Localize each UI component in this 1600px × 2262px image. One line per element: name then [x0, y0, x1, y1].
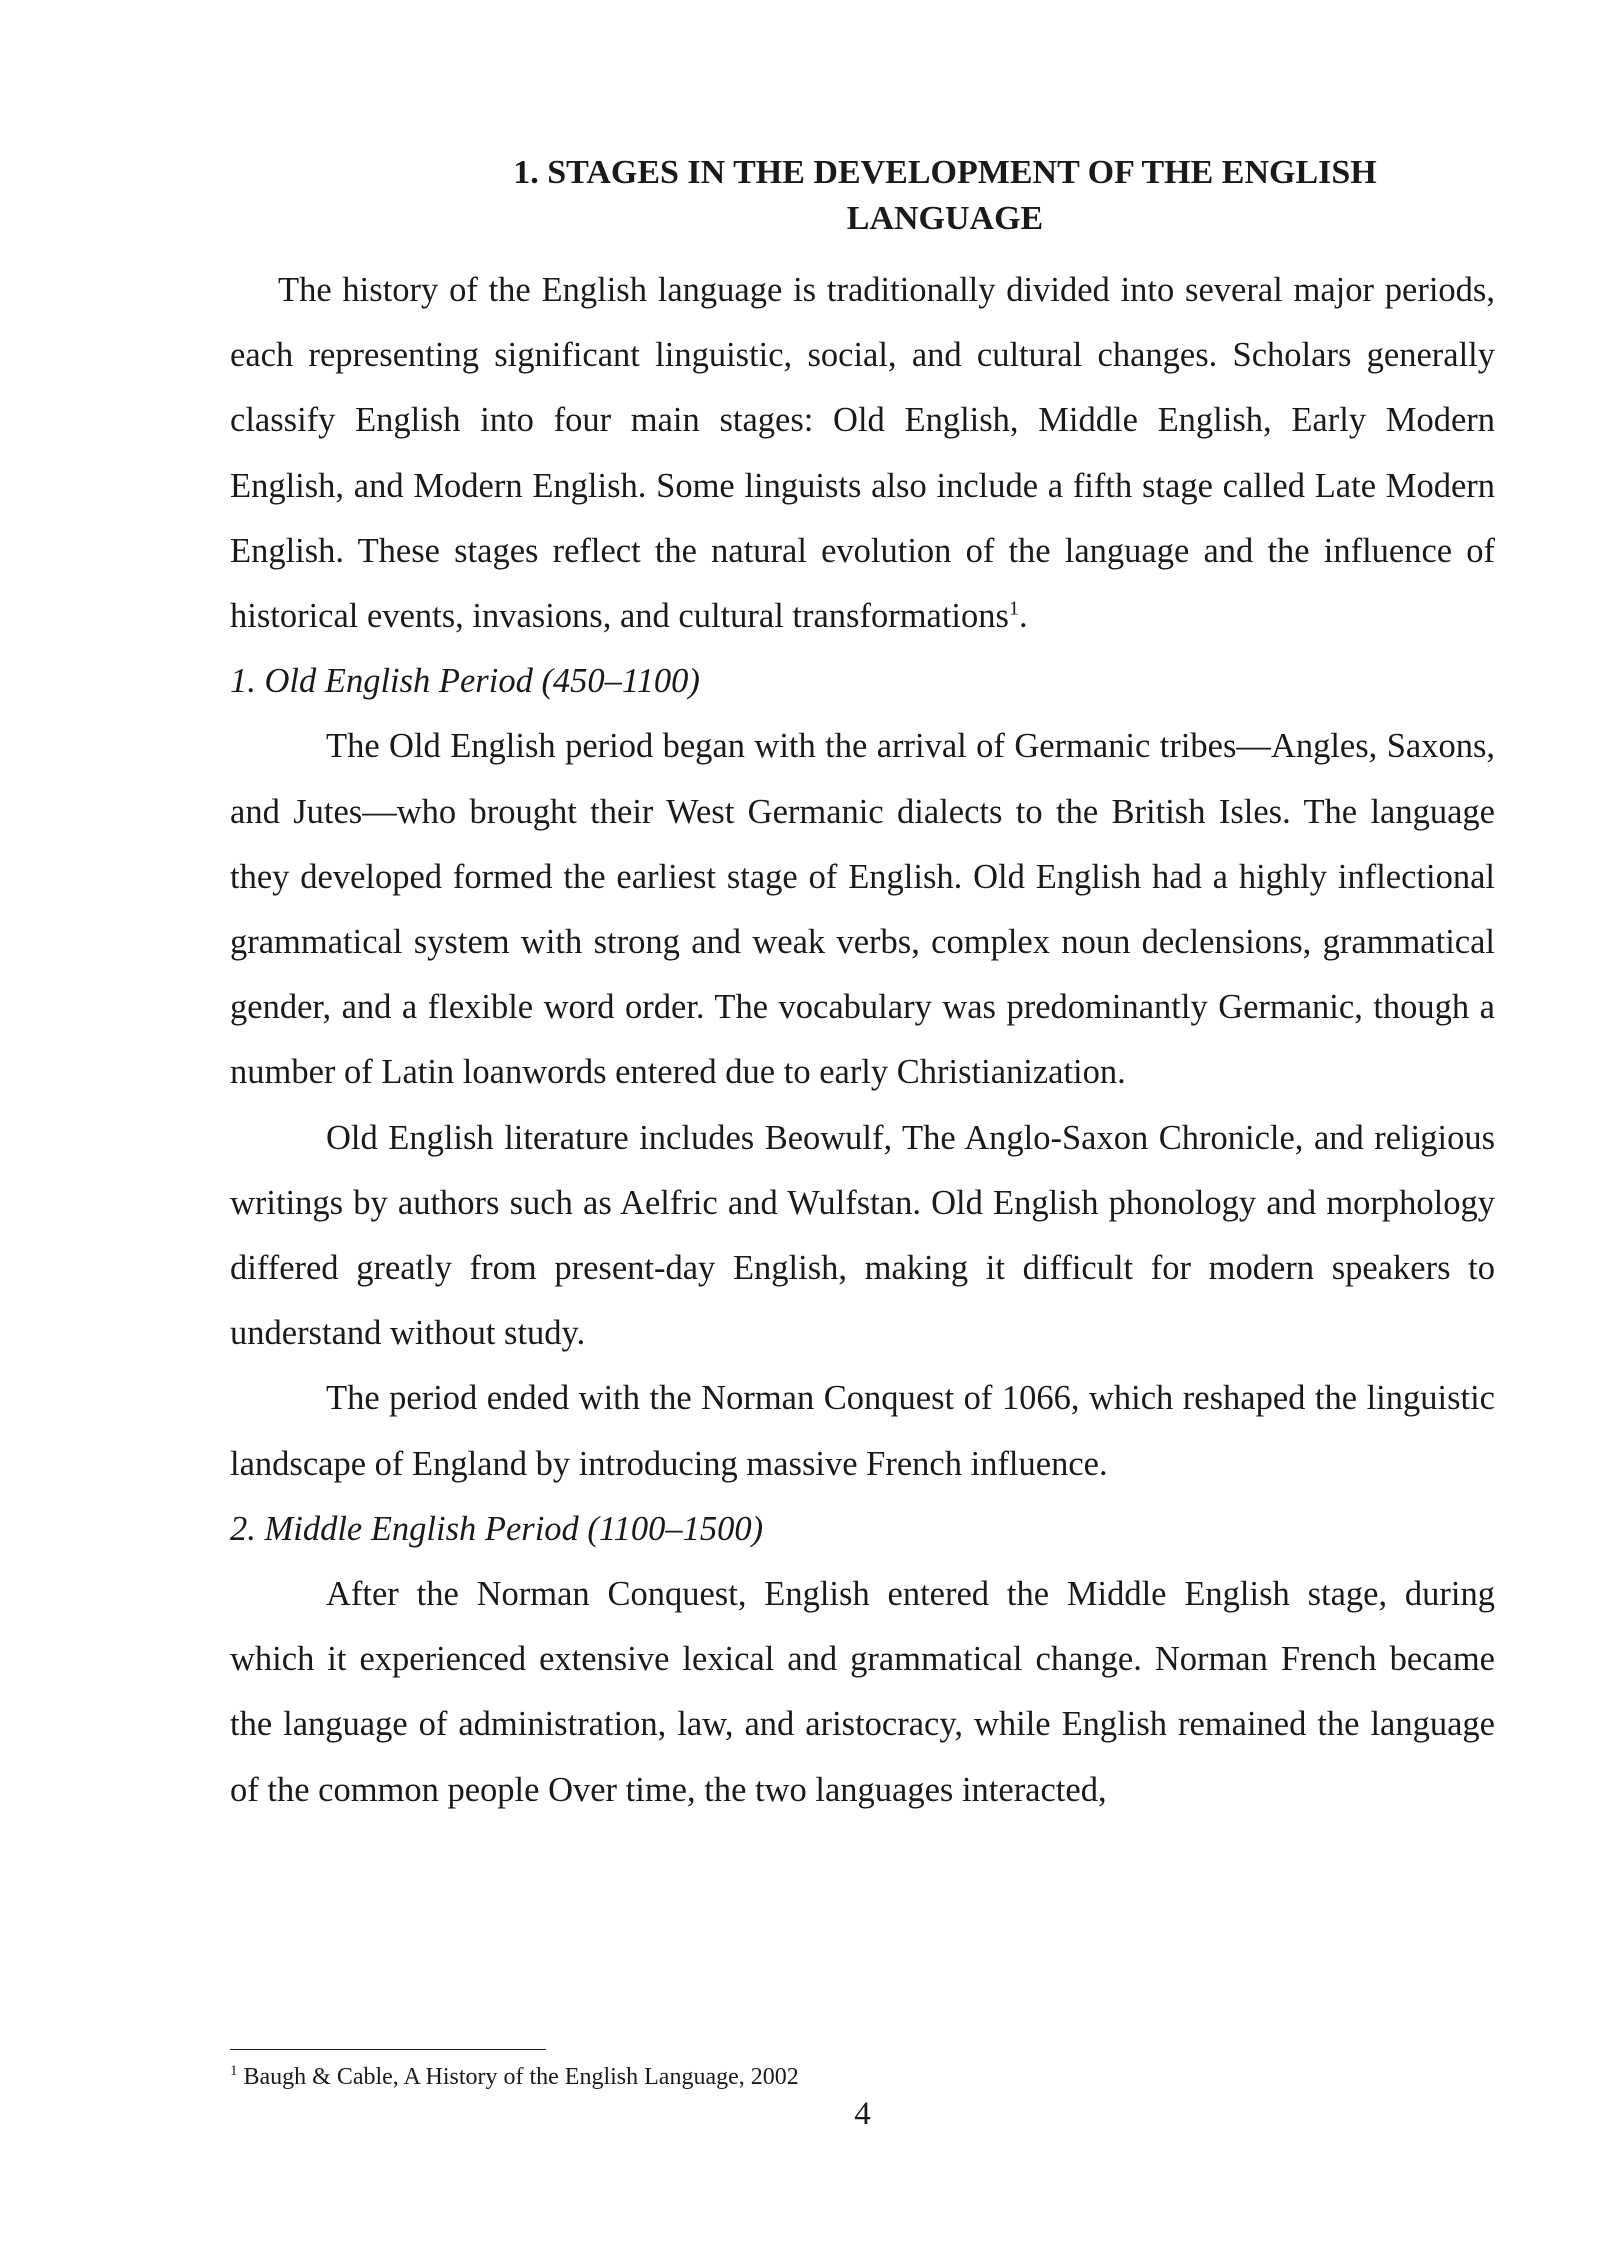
old-english-paragraph-2: Old English literature includes Beowulf, The Anglo-Saxon Chronicle, and religious writings by authors such as Aelfric and Wulfstan. Old English phonology and morphology differed greatly from present-day English, making it difficult for modern speakers to understand without study.	[230, 1118, 1495, 1353]
section-heading-old-english: 1. Old English Period (450–1100)	[230, 662, 700, 701]
page-number: 4	[854, 2096, 871, 2132]
old-english-paragraph-1: The Old English period began with the arrival of Germanic tribes—Angles, Saxons, and Jutes—who brought their West Germanic dialects to the British Isles. The language they developed formed the earliest stage of English. Old English had a highly inflectional grammatical system with strong and weak verbs, complex noun declensions, grammatical gender, and a flexible word order. The vocabulary was predominantly Germanic, though a number of Latin loanwords entered due to early Christianization.	[230, 727, 1495, 1092]
footnote	[230, 2062, 799, 2092]
footnote-text: Baugh & Cable, A History of the English Language, 2002	[237, 2064, 799, 2090]
chapter-title-line-2: LANGUAGE	[846, 200, 1044, 237]
intro-text: The history of the English language is traditionally divided into several major periods, each representing significant linguistic, social, and cultural changes. Scholars generally classify English into four main stages: Old English, Middle English, Early Modern English, and Modern English. Some linguists also include a fifth stage called Late Modern English. These stages reflect the natural evolution of the language and the influence of historical events, invasions, and cultural transformations	[230, 271, 1495, 636]
middle-english-paragraph-1: After the Norman Conquest, English entered the Middle English stage, during which it experienced extensive lexical and grammatical change. Norman French became the language of administration, law, and aristocracy, while English remained the language of the common people Over time, the two languages interacted,	[230, 1575, 1495, 1809]
body-text	[230, 258, 1495, 1823]
intro-end: .	[1018, 597, 1028, 636]
footnote-reference[interactable]: 1	[1008, 597, 1019, 620]
old-english-paragraph-3: The period ended with the Norman Conquest of 1066, which reshaped the linguistic landscape of England by introducing massive French influence.	[230, 1379, 1495, 1483]
chapter-title-line-1: 1. STAGES IN THE DEVELOPMENT OF THE ENGLISH	[513, 154, 1377, 191]
chapter-title	[410, 150, 1480, 242]
intro-paragraph	[230, 258, 1495, 649]
footnote-number: 1	[230, 2063, 238, 2079]
footnote-divider	[230, 2049, 546, 2050]
section-heading-middle-english: 2. Middle English Period (1100–1500)	[230, 1509, 764, 1548]
